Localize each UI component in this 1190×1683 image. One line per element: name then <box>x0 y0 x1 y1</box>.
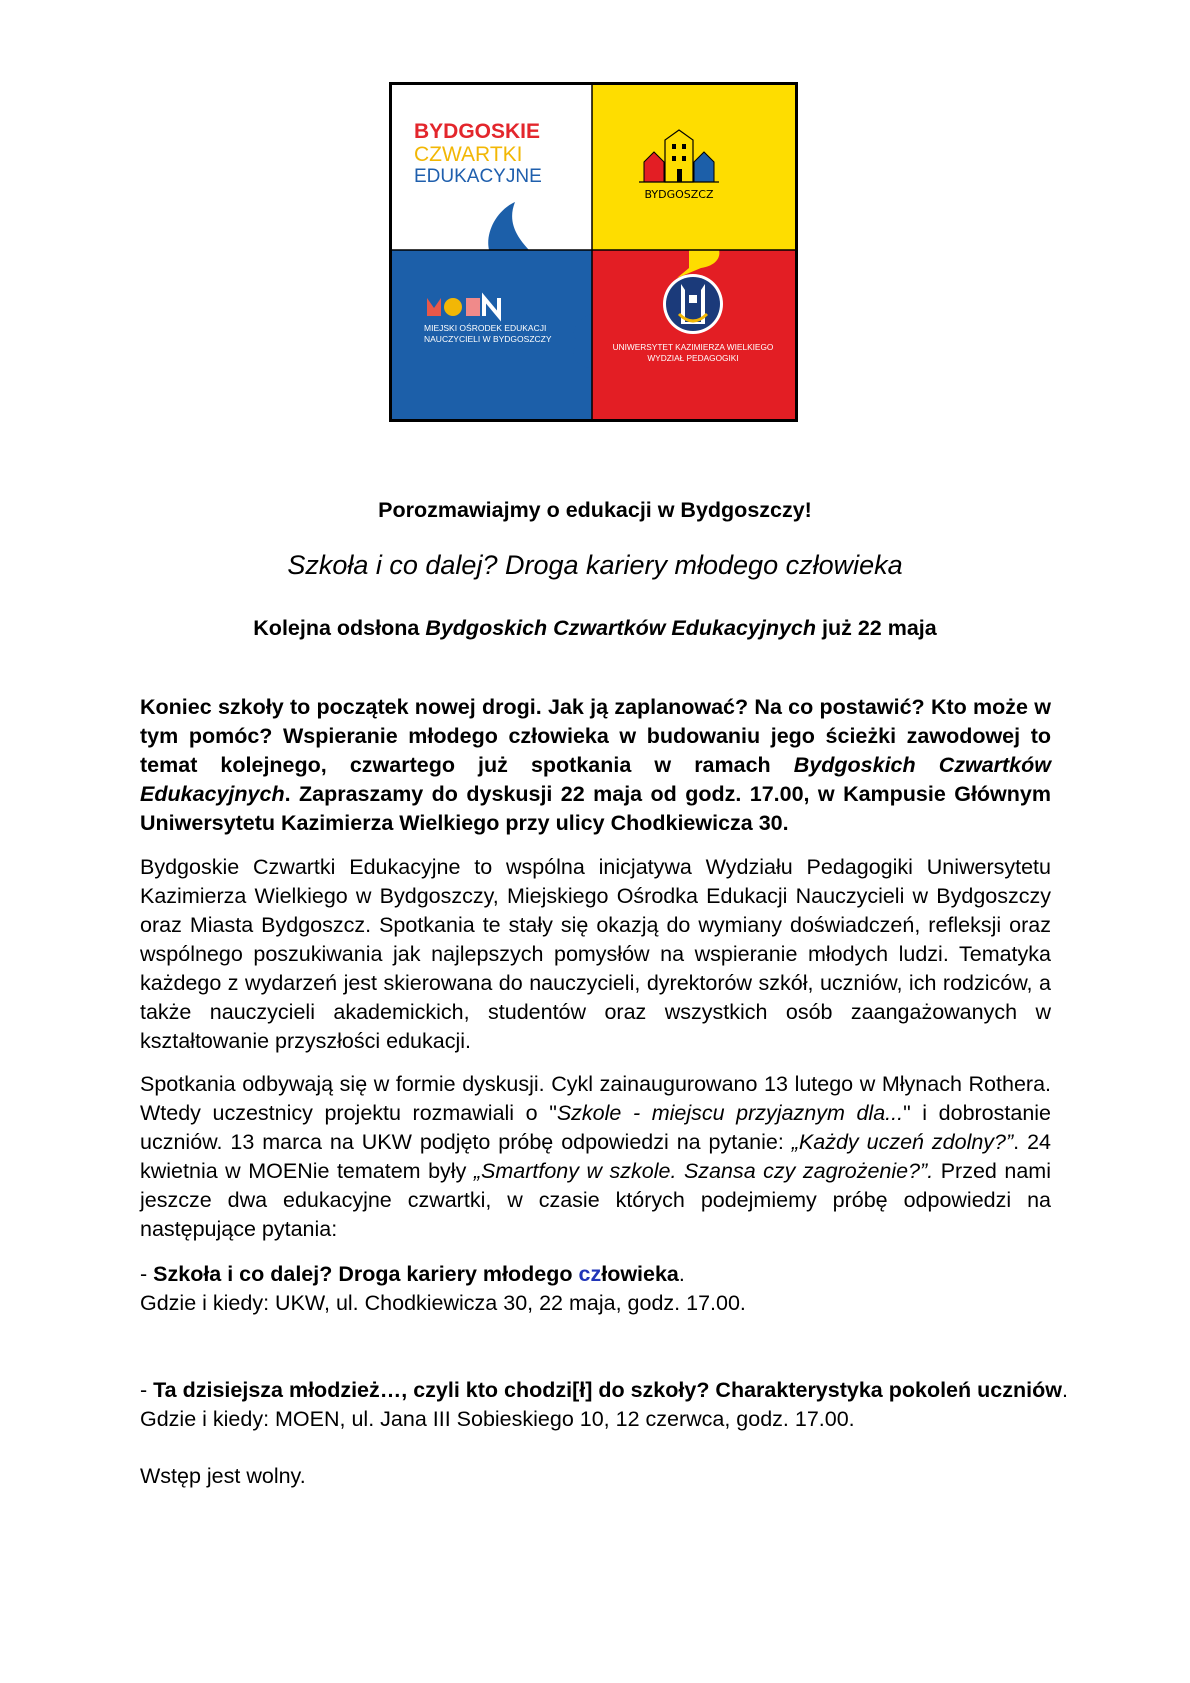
event-2-dash: - <box>140 1378 154 1402</box>
event-2-title <box>140 1376 1068 1405</box>
p3-italic-2: „Każdy uczeń zdolny?” <box>791 1130 1014 1154</box>
lead-italic: Bydgoskich Czwartków Edukacyjnych <box>140 753 1051 806</box>
ukw-line1: UNIWERSYTET KAZIMIERZA WIELKIEGO <box>612 342 774 352</box>
page-title: Szkoła i co dalej? Droga kariery młodego człowieka <box>287 550 903 580</box>
bydgoskie-czwartki-logo <box>389 82 798 422</box>
logo-brand-line2: CZWARTKI <box>414 143 523 166</box>
event-1-title-c: łowieka <box>601 1262 679 1286</box>
p3-text-1: Spotkania odbywają się w formie dyskusji. Cykl zainaugurowano 13 lutego w Młynach Rothera. Wtedy uczestnicy projektu rozmawiali o " <box>140 1072 1051 1125</box>
moen-line2: NAUCZYCIELI W BYDGOSZCZY <box>424 334 552 344</box>
event-1-dash: - <box>140 1262 154 1286</box>
ukw-emblem-icon <box>663 274 723 334</box>
logo-brand-line1: BYDGOSKIE <box>414 120 541 143</box>
lead-paragraph <box>140 693 1051 838</box>
p3-text-2: " i dobrostanie uczniów. 13 marca na UKW podjęto próbę odpowiedzi na pytanie: <box>140 1101 1052 1154</box>
kicker: Porozmawiajmy o edukacji w Bydgoszczy! <box>378 498 812 522</box>
subtitle-pre: Kolejna odsłona <box>253 616 426 640</box>
p3-italic-1: Szkole - miejscu przyjaznym dla... <box>556 1101 904 1125</box>
event-2-title-text: Ta dzisiejsza młodzież…, czyli kto chodzi[ł] do szkoły? Charakterystyka pokoleń uczniów <box>153 1378 1062 1402</box>
subtitle-italic: Bydgoskich Czwartków Edukacyjnych <box>425 616 817 640</box>
subtitle-post: już 22 maja <box>816 616 937 640</box>
paragraph-meetings <box>140 1070 1051 1244</box>
paragraph-initiative: Bydgoskie Czwartki Edukacyjne to wspólna inicjatywa Wydziału Pedagogiki Uniwersytetu Kazimierza Wielkiego w Bydgoszczy, Miejskiego Ośrodka Edukacji Nauczycieli w Bydgoszczy oraz Miasta Bydgoszcz. Spotkania te stały się okazją do wymiany doświadczeń, refleksji oraz wspólnego poszukiwania jak najlepszych pomysłów na wspieranie młodych ludzi. Tematyka każdego z wydarzeń jest skierowana do nauczycieli, dyrektorów szkół, uczniów, ich rodziców, a także nauczycieli akademickich, studentów oraz wszystkich osób zaangażowanych w kształtowanie przyszłości edukacji. <box>140 855 1051 1053</box>
event-2-where: Gdzie i kiedy: MOEN, ul. Jana III Sobieskiego 10, 12 czerwca, godz. 17.00. <box>140 1407 855 1431</box>
logo-city-label: BYDGOSZCZ <box>644 188 714 201</box>
subtitle <box>0 614 1190 642</box>
lead-text-2: . Zapraszamy do dyskusji 22 maja od godz. 17.00, w Kampusie Głównym Uniwersytetu Kazimierza Wielkiego przy ulicy Chodkiewicza 30. <box>140 782 1051 835</box>
event-1-title-b: cz <box>578 1262 602 1286</box>
logo-brand-line3: EDUKACYJNE <box>414 166 542 187</box>
lead-text-1: Koniec szkoły to początek nowej drogi. Jak ją zaplanować? Na co postawić? Kto może w tym pomóc? Wspieranie młodego człowieka w budowaniu jego ścieżki zawodowej to temat kolejnego, czwartego już spotkania w ramach <box>140 695 1051 777</box>
event-1-where: Gdzie i kiedy: UKW, ul. Chodkiewicza 30, 22 maja, godz. 17.00. <box>140 1291 746 1315</box>
p3-text-4: Przed nami jeszcze dwa edukacyjne czwartki, w czasie których podejmiemy próbę odpowiedzi na następujące pytania: <box>140 1159 1051 1241</box>
event-1-title <box>140 1260 1051 1289</box>
closing-note: Wstęp jest wolny. <box>140 1464 306 1488</box>
event-1-end: . <box>678 1262 685 1286</box>
p3-italic-3: „Smartfony w szkole. Szansa czy zagrożenie?”. <box>473 1159 934 1183</box>
p3-text-3: . 24 kwietnia w MOENie tematem były <box>140 1130 1051 1183</box>
moen-line1: MIEJSKI OŚRODEK EDUKACJI <box>424 323 547 333</box>
event-2-end: . <box>1061 1378 1068 1402</box>
ukw-line2: WYDZIAŁ PEDAGOGIKI <box>647 353 739 363</box>
event-1-title-a: Szkoła i co dalej? Droga kariery młodego <box>153 1262 579 1286</box>
